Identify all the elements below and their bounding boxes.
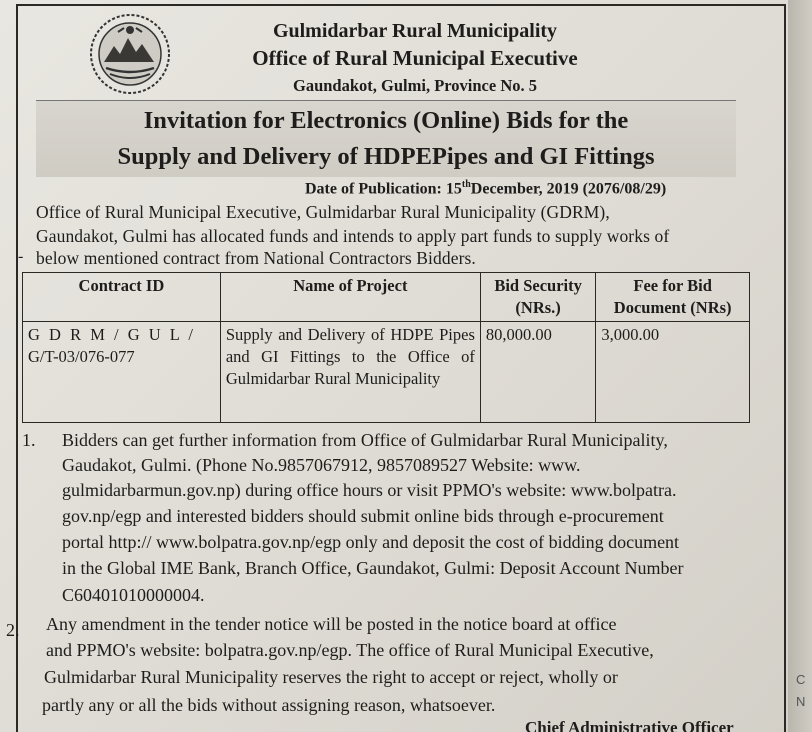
office-name: Office of Rural Municipal Executive: [252, 46, 578, 70]
page-edge: [788, 0, 812, 732]
intro-line-2: Gaundakot, Gulmi has allocated funds and intends to apply part funds to supply works of: [36, 226, 670, 246]
contract-id-line-2: G/T-03/076-077: [28, 347, 135, 366]
item-2-line: Any amendment in the tender notice will be posted in the notice board at office: [46, 614, 617, 634]
item-1-line: gulmidarbarmun.gov.np) during office hours or visit PPMO's website: www.bolpatra.: [62, 480, 677, 500]
intro-line-1: Office of Rural Municipal Executive, Gulmidarbar Rural Municipality (GDRM),: [36, 202, 610, 222]
header-fee-line-2: Document (NRs): [613, 298, 732, 317]
publication-date: [305, 179, 666, 198]
item-2-line: partly any or all the bids without assigning reason, whatsoever.: [42, 695, 496, 715]
intro-line-3: below mentioned contract from National Contractors Bidders.: [36, 248, 476, 268]
cell-document-fee: 3,000.00: [596, 322, 750, 423]
cell-contract-id: [23, 322, 221, 423]
notice-title-band: [36, 100, 736, 177]
publication-date-ordinal: th: [461, 179, 471, 190]
publication-date-label: Date of Publication: 15: [305, 180, 462, 198]
header-fee-line-1: Fee for Bid: [633, 276, 712, 295]
header-bid-security-line-1: Bid Security: [494, 276, 582, 295]
item-2-line: and PPMO's website: bolpatra.gov.np/egp. The office of Rural Municipal Executive,: [46, 640, 654, 660]
contract-id-line-1: G D R M / G U L /: [28, 325, 196, 344]
item-1-line: portal http:// www.bolpatra.gov.np/egp only and deposit the cost of bidding document: [62, 532, 680, 552]
stray-mark: -: [18, 248, 24, 265]
item-1-line: Gaudakot, Gulmi. (Phone No.9857067912, 9857089527 Website: www.: [62, 455, 581, 475]
header-bid-security: [480, 273, 595, 322]
item-1-line: in the Global IME Bank, Branch Office, Gaundakot, Gulmi: Deposit Account Number: [62, 558, 684, 578]
header-document-fee: [596, 273, 750, 322]
table-row: [23, 322, 750, 423]
cell-project-name: Supply and Delivery of HDPE Pipes and GI Fittings to the Office of Gulmidarbar Rural Municipality: [220, 322, 480, 423]
item-1-line: gov.np/egp and interested bidders should submit online bids through e-procurement: [62, 506, 664, 526]
table-header-row: [23, 273, 750, 322]
item-2-line: Gulmidarbar Rural Municipality reserves the right to accept or reject, wholly or: [44, 667, 618, 687]
signature-title: Chief Administrative Officer: [525, 718, 734, 732]
header-project-name: Name of Project: [220, 273, 480, 322]
header-contract-id: Contract ID: [23, 273, 221, 322]
item-1-line: Bidders can get further information from Office of Gulmidarbar Rural Municipality,: [62, 430, 668, 450]
publication-date-value: December, 2019 (2076/08/29): [470, 180, 667, 198]
margin-letter: C: [796, 672, 806, 687]
contract-table: [22, 272, 750, 423]
cell-bid-security: 80,000.00: [480, 322, 595, 423]
item-2-number: 2.: [6, 620, 20, 640]
notice-title-line-1: Invitation for Electronics (Online) Bids for the: [143, 107, 629, 134]
header-bid-security-line-2: (NRs.): [515, 298, 561, 317]
office-address: Gaundakot, Gulmi, Province No. 5: [292, 76, 537, 95]
notice-title-line-2: Supply and Delivery of HDPEPipes and GI Fittings: [117, 143, 655, 170]
margin-letter: N: [796, 694, 806, 709]
item-1-line: C60401010000004.: [62, 585, 205, 605]
item-1-number: 1.: [22, 430, 36, 450]
municipality-name: Gulmidarbar Rural Municipality: [272, 20, 558, 42]
